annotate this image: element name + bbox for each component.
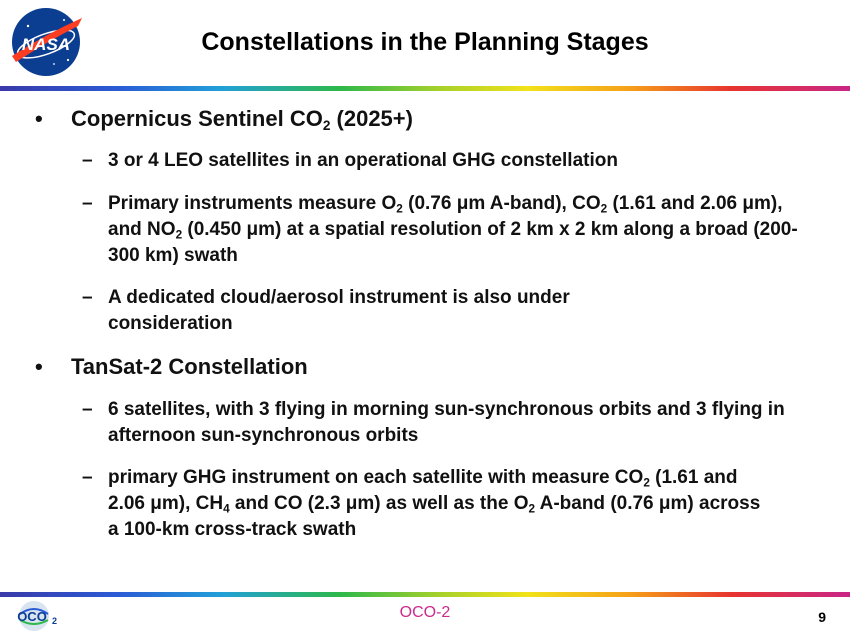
- section-heading-sentinel: • Copernicus Sentinel $CO_2$ (2025+): [35, 106, 413, 133]
- page-number: 9: [818, 609, 826, 625]
- slide-title: Constellations in the Planning Stages: [201, 28, 649, 56]
- bottom-divider: [0, 592, 850, 597]
- bullet-dot: •: [35, 106, 43, 131]
- oco2-logo-text: OCO: [17, 609, 47, 624]
- bullet-dot: •: [35, 354, 43, 379]
- nasa-logo-text: NASA: [21, 35, 71, 54]
- section-heading-tansat: • TanSat-2 Constellation: [35, 354, 308, 379]
- footer-mission-name: OCO-2: [399, 604, 451, 621]
- top-divider: [0, 86, 850, 91]
- oco2-logo-sub: 2: [52, 616, 58, 626]
